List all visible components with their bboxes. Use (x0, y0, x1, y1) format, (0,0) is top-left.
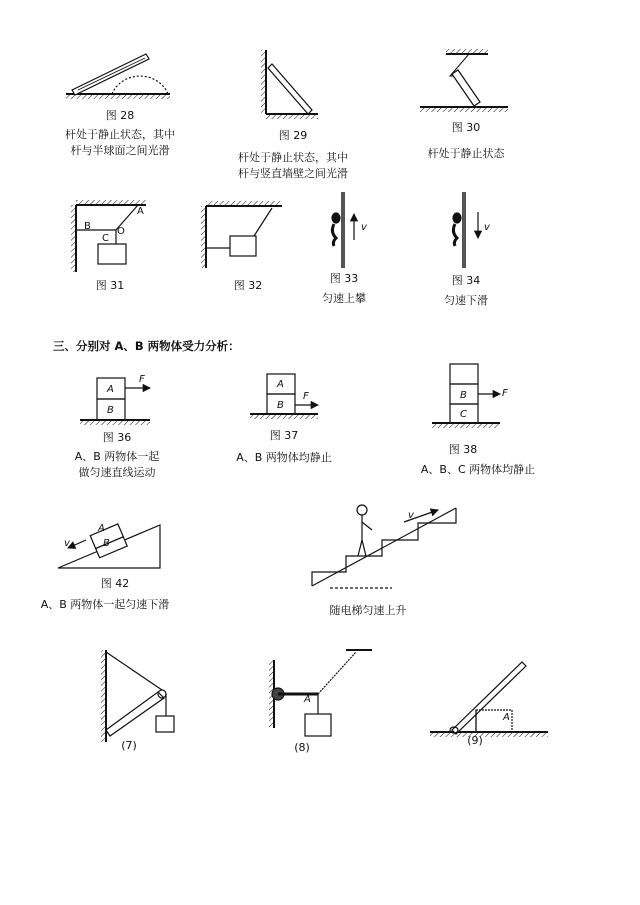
figure-8-diagram (269, 650, 372, 736)
figure-36-desc-2: 做匀速直线运动 (78, 466, 156, 479)
figure-36-block-a: A (107, 384, 114, 395)
figure-42-desc-1: A、B 两物体一起匀速下滑 (40, 598, 170, 611)
figure-38-label: 图 38 (448, 443, 478, 456)
escalator-diagram (312, 505, 456, 588)
figure-37-force: F (303, 391, 309, 402)
figure-34-velocity: v (484, 222, 490, 233)
figure-29-desc-1: 杆处于静止状态，其中 (238, 151, 348, 164)
figure-30-label: 图 30 (451, 121, 481, 134)
figure-42-label: 图 42 (100, 577, 130, 590)
figure-9-label: (9) (467, 734, 483, 747)
figure-9-diagram (430, 662, 548, 737)
figure-28-label: 图 28 (105, 109, 135, 122)
figure-36-label: 图 36 (102, 431, 132, 444)
figure-30-diagram (420, 49, 508, 112)
figure-31-letter-o: O (117, 226, 125, 237)
figure-36-desc-1: A、B 两物体一起 (74, 450, 160, 463)
figure-42-velocity: v (64, 538, 70, 549)
figure-42-block-b: B (103, 538, 110, 549)
figure-31-label: 图 31 (95, 279, 125, 292)
escalator-desc-1: 随电梯匀速上升 (329, 604, 407, 617)
figure-37-block-a: A (277, 379, 284, 390)
figure-32-label: 图 32 (233, 279, 263, 292)
figure-38-block-c: C (460, 409, 467, 420)
figure-33-desc-1: 匀速上攀 (322, 292, 366, 305)
figure-8-label: (8) (294, 741, 310, 754)
figure-33-diagram (332, 192, 354, 268)
figure-32-diagram (201, 201, 282, 268)
figure-9-letter-a: A (503, 712, 510, 723)
figure-28-desc-1: 杆处于静止状态，其中 (65, 128, 175, 141)
figure-38-desc-1: A、B、C 两物体均静止 (420, 463, 536, 476)
figure-34-label: 图 34 (451, 274, 481, 287)
figure-42-block-a: A (98, 523, 105, 534)
figure-38-block-b: B (460, 390, 467, 401)
figure-36-force: F (139, 374, 145, 385)
figure-29-label: 图 29 (278, 129, 308, 142)
figure-31-letter-c: C (102, 233, 109, 244)
figure-33-velocity: v (361, 222, 367, 233)
figure-28-desc-2: 杆与半球面之间光滑 (70, 144, 170, 157)
escalator-velocity: v (408, 510, 414, 521)
section-3-heading: 三、分别对 A、B 两物体受力分析： (53, 339, 240, 353)
figure-37-desc-1: A、B 两物体均静止 (236, 451, 332, 464)
figure-31-letter-a: A (137, 206, 144, 217)
figure-38-force: F (502, 388, 508, 399)
figure-33-label: 图 33 (329, 272, 359, 285)
figure-31-letter-b: B (84, 221, 91, 232)
figure-7-diagram (101, 650, 174, 742)
figure-34-desc-1: 匀速下滑 (444, 294, 488, 307)
figure-7-label: (7) (121, 739, 137, 752)
figure-29-desc-2: 杆与竖直墙壁之间光滑 (238, 167, 348, 180)
figure-37-block-b: B (277, 400, 284, 411)
figure-8-letter-a: A (304, 694, 311, 705)
figure-36-block-b: B (107, 405, 114, 416)
figure-37-label: 图 37 (269, 429, 299, 442)
figure-28-diagram (66, 54, 170, 99)
figure-30-desc-1: 杆处于静止状态 (427, 147, 505, 160)
figure-34-diagram (453, 192, 478, 268)
figure-29-diagram (261, 50, 318, 119)
